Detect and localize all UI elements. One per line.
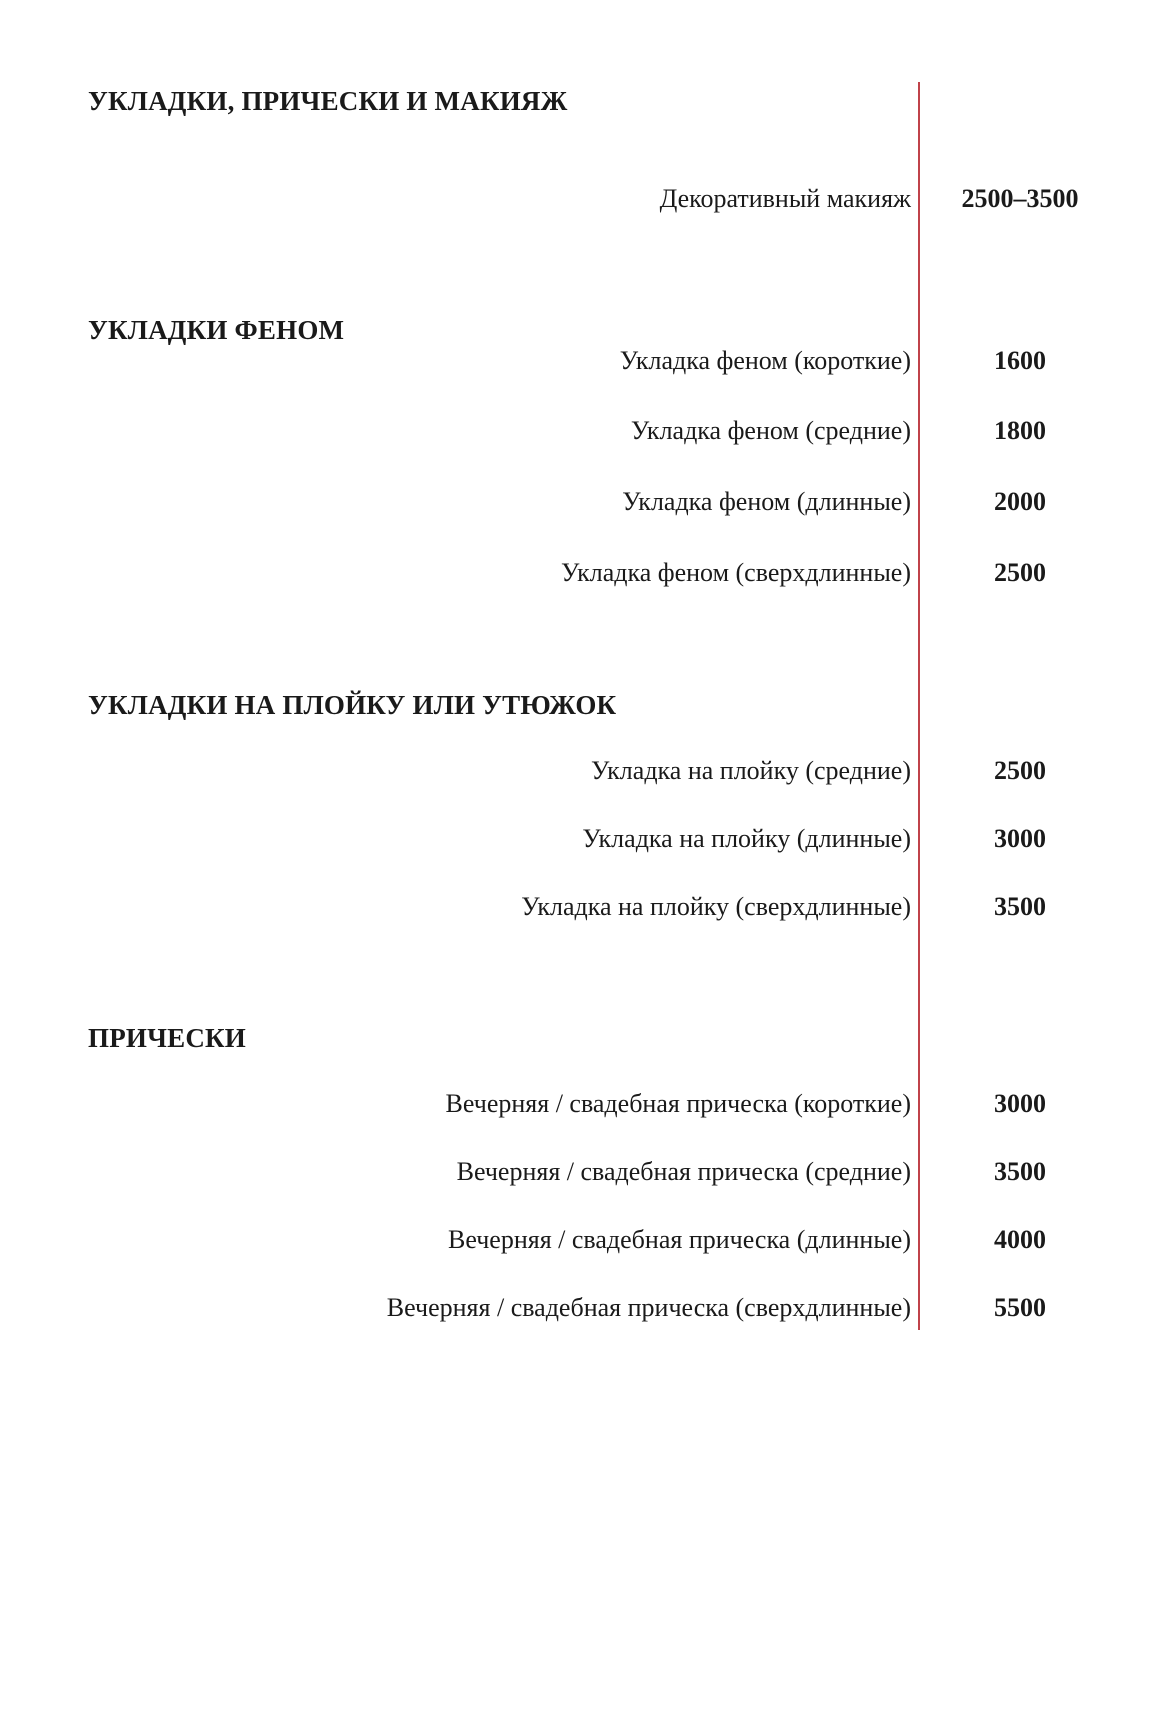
service-name: Вечерняя / свадебная прическа (сверхдлинные) — [386, 1293, 911, 1322]
service-price: 1800 — [994, 416, 1046, 445]
service-price: 2500 — [994, 756, 1046, 785]
service-name: Укладка феном (длинные) — [622, 487, 911, 516]
service-price: 5500 — [994, 1293, 1046, 1322]
service-price: 3500 — [994, 892, 1046, 921]
service-price: 3500 — [994, 1157, 1046, 1186]
service-name: Укладка феном (короткие) — [619, 346, 911, 375]
service-name: Укладка на плойку (сверхдлинные) — [521, 892, 911, 921]
service-name: Укладка феном (средние) — [630, 416, 911, 445]
service-name: Декоративный макияж — [659, 184, 911, 213]
service-price: 3000 — [994, 1089, 1046, 1118]
service-name: Укладка феном (сверхдлинные) — [560, 558, 911, 587]
section-heading-curling-iron: УКЛАДКИ НА ПЛОЙКУ ИЛИ УТЮЖОК — [88, 690, 617, 720]
service-price: 4000 — [994, 1225, 1046, 1254]
service-name: Укладка на плойку (длинные) — [582, 824, 911, 853]
service-price: 2000 — [994, 487, 1046, 516]
vertical-divider-line — [918, 82, 920, 1330]
service-name: Вечерняя / свадебная прическа (длинные) — [447, 1225, 911, 1254]
service-price: 2500 — [994, 558, 1046, 587]
service-name: Укладка на плойку (средние) — [591, 756, 911, 785]
section-heading-blowdry: УКЛАДКИ ФЕНОМ — [88, 315, 345, 345]
service-name: Вечерняя / свадебная прическа (короткие) — [445, 1089, 911, 1118]
service-price: 1600 — [994, 346, 1046, 375]
service-price: 3000 — [994, 824, 1046, 853]
service-name: Вечерняя / свадебная прическа (средние) — [456, 1157, 911, 1186]
section-heading-hairdos: ПРИЧЕСКИ — [88, 1023, 246, 1053]
service-price: 2500–3500 — [961, 184, 1079, 213]
section-heading-styling-hair-makeup: УКЛАДКИ, ПРИЧЕСКИ И МАКИЯЖ — [88, 86, 568, 116]
